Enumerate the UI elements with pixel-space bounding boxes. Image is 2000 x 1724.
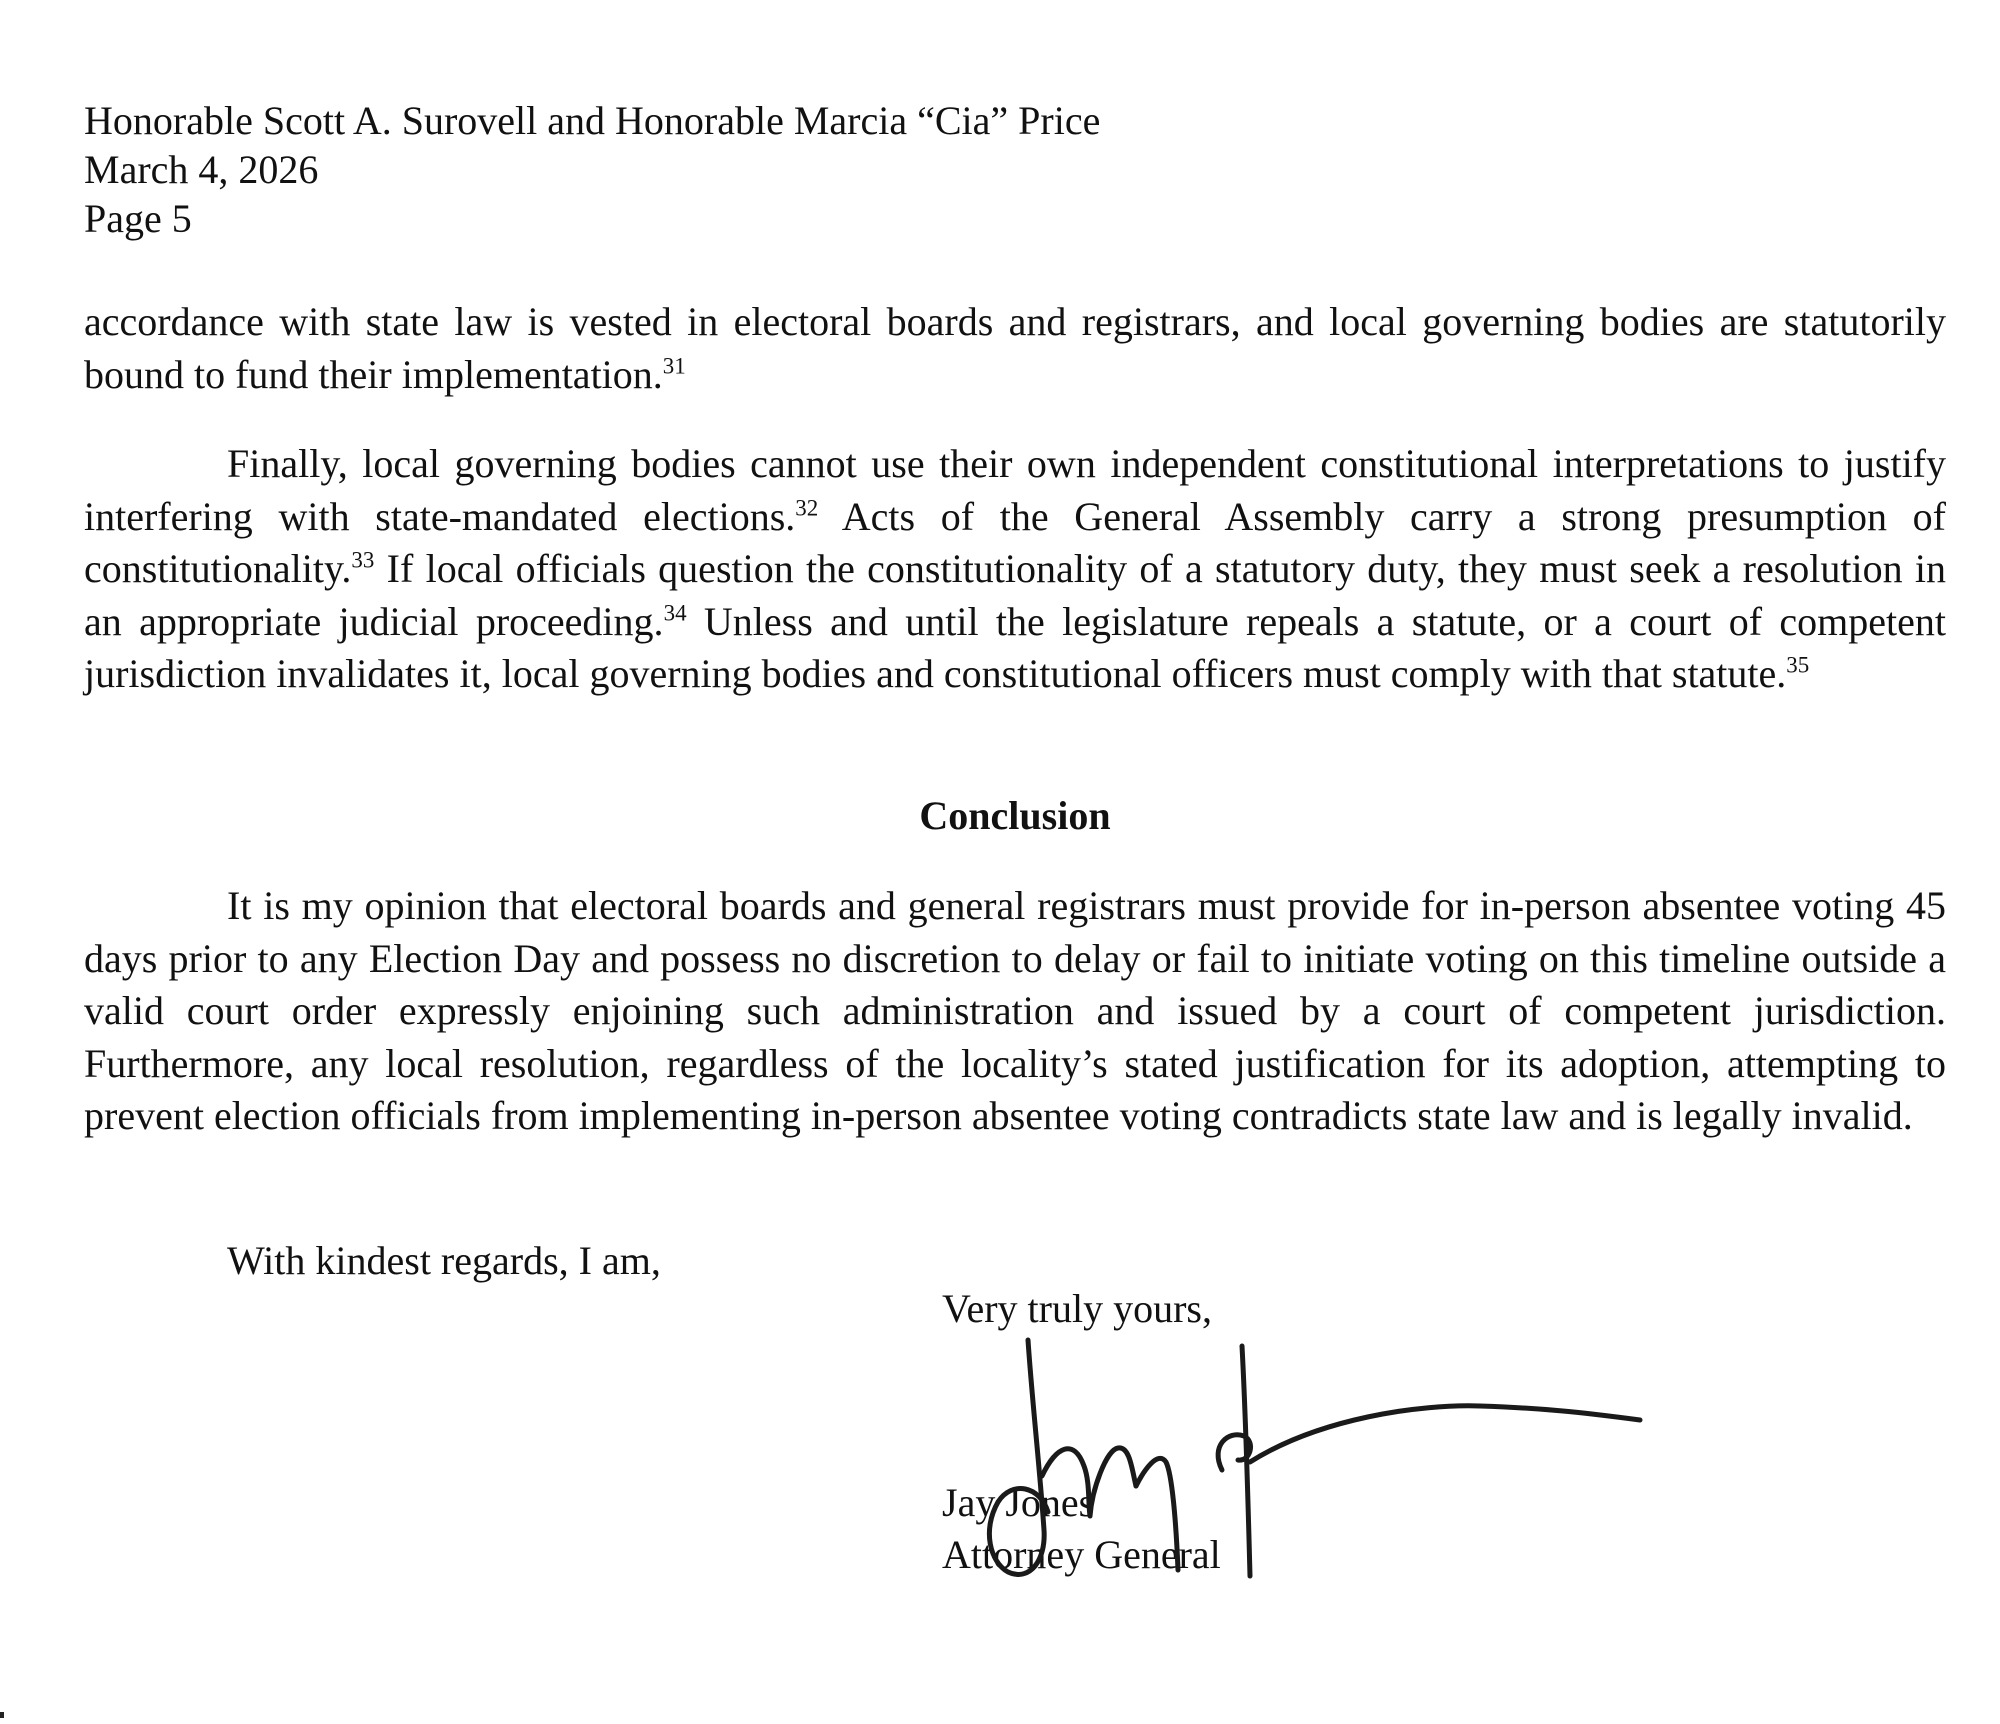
recipients-line: Honorable Scott A. Surovell and Honorable Marcia “Cia” Price <box>84 98 1101 143</box>
sentence-2: Acts of the General Assembly carry a strong presumption of constitutionality. <box>84 493 1946 591</box>
conclusion-heading: Conclusion <box>919 793 1111 838</box>
signer-name: Jay Jones <box>942 1480 1095 1525</box>
paragraph-continuation <box>84 296 1946 401</box>
footnote-ref-32: 32 <box>795 495 819 521</box>
paragraph-finally <box>84 438 1946 701</box>
handwritten-signature <box>960 1320 1660 1590</box>
letter-header <box>84 96 1100 243</box>
paragraph-conclusion: It is my opinion that electoral boards and general registrars must provide for in-person absentee voting 45 days prior to any Election Day and possess no discretion to delay or fail to initiate voting on this timeline outside a valid court order expressly enjoining such administration and issued by a court of competent jurisdiction. Furthermore, any local resolution, regardless of the locality’s stated justification for its adoption, attempting to prevent election officials from implementing in-person absentee voting contradicts state law and is legally invalid. <box>84 883 1946 1138</box>
footnote-ref-34: 34 <box>663 600 687 626</box>
page-number: Page 5 <box>84 196 192 241</box>
sentence-1: Finally, local governing bodies cannot use their own independent constitutional interpretations to justify interfering with state-mandated elections. <box>84 441 1946 539</box>
valediction: Very truly yours, <box>942 1286 1212 1331</box>
scan-mark <box>0 1712 4 1718</box>
closing-regards: With kindest regards, I am, <box>227 1238 661 1283</box>
footnote-ref-35: 35 <box>1786 652 1810 678</box>
sentence-4: Unless and until the legislature repeals a statute, or a court of competent jurisdiction invalidates it, local governing bodies and constitutional officers must comply with that statute. <box>84 598 1947 696</box>
signer-title: Attorney General <box>942 1532 1221 1577</box>
sentence-3: If local officials question the constitutionality of a statutory duty, they must seek a resolution in an appropriate judicial proceeding. <box>84 546 1946 644</box>
paragraph-text: accordance with state law is vested in electoral boards and registrars, and local governing bodies are statutorily bound to fund their implementation. <box>84 299 1946 397</box>
footnote-ref-33: 33 <box>351 547 375 573</box>
letter-date: March 4, 2026 <box>84 147 319 192</box>
footnote-ref-31: 31 <box>662 353 686 379</box>
